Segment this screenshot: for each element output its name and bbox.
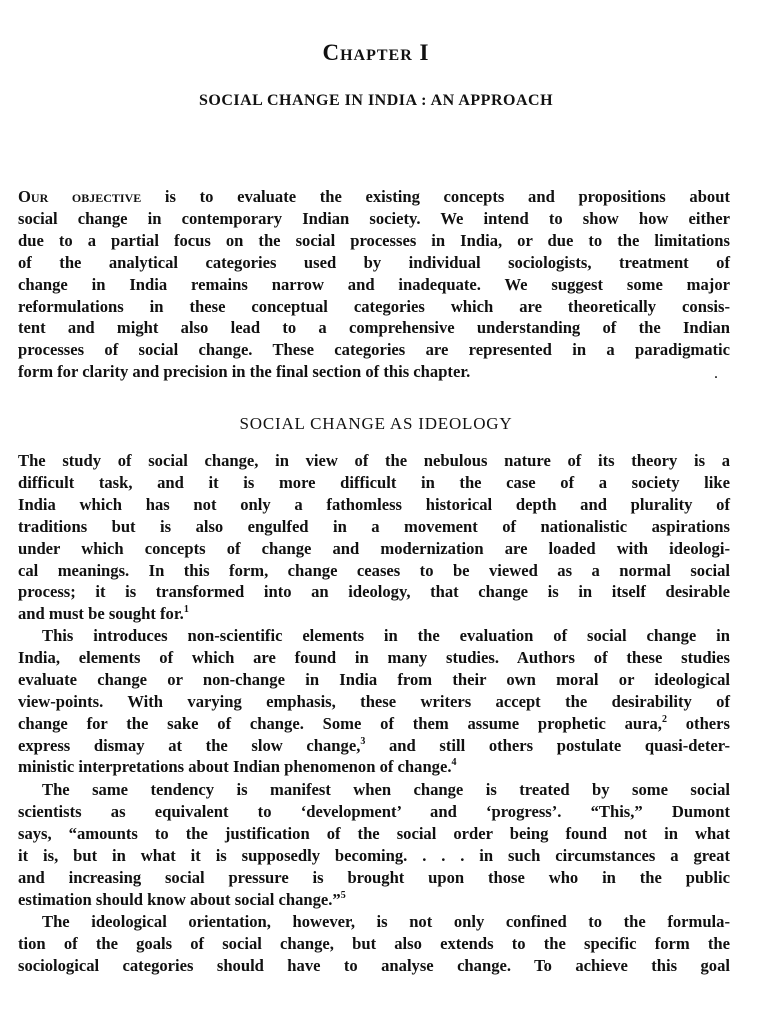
p3-line-6: estimation should know about social change.”$^5$: [18, 889, 346, 909]
p3-line-2: scientists as equivalent to ‘development’ and ‘progress’. “This,” Dumont: [18, 801, 730, 821]
intro-paragraph: [18, 186, 730, 383]
book-page: [18, 0, 734, 1024]
intro-line-4: of the analytical categories used by individual sociologists, treatment of: [18, 252, 730, 272]
p2-line-2: India, elements of which are found in many studies. Authors of these studies: [18, 647, 730, 667]
p4-line-1: The ideological orientation, however, is not only confined to the formula-: [42, 912, 730, 931]
p1-line-1: The study of social change, in view of the nebulous nature of its theory is a: [18, 451, 730, 470]
intro-lead: Our objective: [18, 187, 142, 206]
intro-line-7: tent and might also lead to a comprehensive understanding of the Indian: [18, 318, 730, 338]
intro-line-5: change in India remains narrow and inadequate. We suggest some major: [18, 274, 730, 294]
p1-line-2: difficult task, and it is more difficult in the case of a society like: [18, 472, 730, 492]
chapter-label: Chapter I: [322, 40, 430, 65]
paragraph-3: [18, 779, 730, 910]
p1-line-5: under which concepts of change and modernization are loaded with ideologi-: [18, 538, 730, 558]
intro-line-6: reformulations in these conceptual categories which are theoretically consis-: [18, 296, 730, 316]
footnote-ref-2[interactable]: 2: [661, 713, 667, 725]
footnote-ref-5[interactable]: 5: [340, 889, 346, 901]
p3-line-1: The same tendency is manifest when change is treated by some social: [42, 780, 730, 799]
p2-line-4: view-points. With varying emphasis, these writers accept the desirability of: [18, 691, 730, 711]
p2-line-6: express dismay at the slow change,$^3$ and still others postulate quasi-deter-: [18, 735, 730, 755]
intro-line-2: social change in contemporary Indian society. We intend to show how either: [18, 208, 730, 228]
p1-line-3: India which has not only a fathomless historical depth and plurality of: [18, 494, 730, 514]
p3-line-3: says, “amounts to the justification of the social order being found not in what: [18, 823, 730, 843]
p1-line-8: and must be sought for.$^1$: [18, 604, 189, 624]
p2-line-7: ministic interpretations about Indian phenomenon of change.$^4$: [18, 757, 457, 777]
footnote-ref-3[interactable]: 3: [360, 735, 366, 747]
paragraph-2: [18, 625, 730, 778]
intro-line-3: due to a partial focus on the social processes in India, or due to the limitations: [18, 230, 730, 250]
p1-line-4: traditions but is also engulfed in a movement of nationalistic aspirations: [18, 516, 730, 536]
paragraph-4: [18, 911, 730, 977]
p4-line-3: sociological categories should have to analyse change. To achieve this goal: [18, 955, 730, 975]
intro-line-8: processes of social change. These categories are represented in a paradigmatic: [18, 340, 730, 360]
footnote-ref-4[interactable]: 4: [451, 757, 457, 769]
intro-line-9: form for clarity and precision in the final section of this chapter.: [18, 362, 471, 382]
section-heading: SOCIAL CHANGE AS IDEOLOGY: [239, 414, 513, 433]
p1-line-7: process; it is transformed into an ideology, that change is in itself desirable: [18, 582, 730, 602]
footnote-ref-1[interactable]: 1: [183, 604, 189, 616]
paragraph-1: [18, 450, 730, 625]
p2-line-3: evaluate change or non-change in India from their own moral or ideological: [18, 669, 730, 689]
intro-line-1: Our objective is to evaluate the existing concepts and propositions about: [18, 187, 730, 206]
p3-line-4: it is, but in what it is supposedly becoming. . . . in such circumstances a great: [18, 845, 730, 865]
p2-line-5: change for the sake of change. Some of them assume prophetic aura,$^2$ others: [18, 713, 730, 733]
chapter-title: SOCIAL CHANGE IN INDIA : AN APPROACH: [198, 92, 554, 109]
p2-line-1: This introduces non-scientific elements in the evaluation of social change in: [42, 626, 730, 645]
stray-mark: ·: [714, 370, 719, 384]
p4-line-2: tion of the goals of social change, but also extends to the specific form the: [18, 933, 730, 953]
p3-line-5: and increasing social pressure is brought upon those who in the public: [18, 867, 730, 887]
p1-line-6: cal meanings. In this form, change ceases to be viewed as a normal social: [18, 560, 730, 580]
